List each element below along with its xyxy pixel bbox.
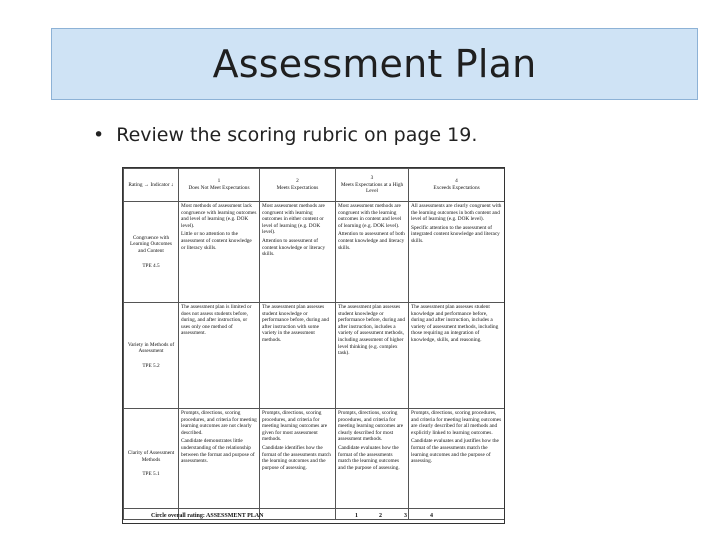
- level-number: 2: [296, 178, 299, 185]
- cell-text: Little or no attention to the assessment of content knowledge or literacy skills.: [181, 231, 252, 251]
- rubric-cell: [260, 409, 336, 520]
- indicator-label: Congruence with Learning Outcomes and Content: [130, 234, 172, 254]
- rating-option: 4: [430, 513, 433, 519]
- level-number: 4: [455, 178, 458, 185]
- rating-option: 1: [355, 513, 358, 519]
- rubric-cell: [409, 202, 505, 303]
- rubric-cell: [336, 202, 409, 303]
- cell-text: Most methods of assessment lack congruence with learning outcomes and level of learning (e.g. DOK level).: [181, 203, 257, 229]
- indicator-cell: [124, 202, 179, 303]
- cell-text: The assessment plan assesses student knowledge or performance before, during and after instruction with some variety in the assessment methods.: [262, 304, 330, 343]
- indicator-cell: [124, 409, 179, 520]
- cell-text: Prompts, directions, scoring procedures, and criteria for meeting learning outcomes are given for most assessment methods.: [262, 410, 328, 443]
- cell-text: Attention to assessment of both content knowledge and literacy skills.: [338, 231, 405, 251]
- overall-rating-label: Circle overall rating: ASSESSMENT PLAN: [151, 513, 264, 519]
- cell-text: The assessment plan is limited or does not assess students before, during, and after instruction, or uses only one method of assessment.: [181, 304, 252, 337]
- level-number: 1: [217, 178, 221, 185]
- rubric-cell: [336, 303, 409, 409]
- level-header: [336, 169, 409, 202]
- level-label: Meets Expectations at a High Level: [340, 181, 404, 195]
- rating-option: 3: [404, 513, 407, 519]
- bullet-item: [93, 124, 477, 146]
- tpe-label: TPE 4.5: [142, 262, 160, 269]
- cell-text: The assessment plan assesses student knowledge or performance before, during and after instruction, includes a variety of assessment methods, including assessment of higher level thinking (e.g. complex task).: [338, 304, 406, 357]
- level-number: 3: [370, 175, 374, 182]
- cell-text: Prompts, directions, scoring procedures, and criteria for meeting learning outcomes are clearly described for all methods and explicitly linked to learning outcomes.: [411, 410, 502, 436]
- level-label: Does Not Meet Expectations: [188, 185, 250, 191]
- level-header: [409, 169, 505, 202]
- indicator-label: Clarity of Assessment Methods: [127, 450, 175, 463]
- rubric-cell: [179, 202, 260, 303]
- indicator-cell: [124, 303, 179, 409]
- level-label: Meets Expectations: [276, 185, 319, 191]
- rubric-header-row: [124, 169, 505, 202]
- slide-title: Assessment Plan: [212, 42, 537, 86]
- cell-text: Most assessment methods are congruent with learning outcomes in either content or level of learning (e.g. DOK level).: [262, 203, 325, 236]
- rating-option: 2: [379, 513, 382, 519]
- title-banner: [51, 28, 698, 100]
- cell-text: Candidate evaluates how the format of the assessments match the learning outcomes and the purpose of assessing.: [338, 444, 400, 471]
- tpe-label: TPE 5.1: [142, 471, 160, 478]
- cell-text: Candidate evaluates and justifies how the format of the assessments match the learning outcomes and the purpose of assessing.: [411, 438, 499, 465]
- bullet-dot-icon: •: [93, 124, 105, 146]
- overall-rating-row: [123, 508, 504, 523]
- cell-text: Attention to assessment of content knowledge or literacy skills.: [262, 237, 326, 258]
- cell-text: Candidate demonstrates little understanding of the relationship between the format and purpose of assessments.: [181, 438, 255, 465]
- level-label: Exceeds Expectations: [433, 185, 480, 191]
- rubric-cell: [409, 303, 505, 409]
- rubric-corner-cell: Rating → Indicator ↓: [124, 169, 179, 202]
- bullet-text: Review the scoring rubric on page 19.: [116, 124, 478, 146]
- cell-text: Most assessment methods are congruent with the learning outcomes in content and level of learning (e.g. DOK level).: [338, 203, 402, 229]
- rubric-cell: [179, 409, 260, 520]
- cell-text: All assessments are clearly congruent with the learning outcomes in both content and level of learning (e.g. DOK level).: [411, 203, 502, 223]
- cell-text: Candidate identifies how the format of the assessments match the learning outcomes and the purpose of assessing.: [262, 444, 331, 471]
- rubric-cell: [260, 202, 336, 303]
- level-header: [260, 169, 336, 202]
- cell-text: Specific attention to the assessment of integrated content knowledge and literacy skills.: [411, 224, 500, 244]
- rubric-cell: [260, 303, 336, 409]
- scoring-rubric-image: [122, 167, 505, 524]
- rubric-row: [124, 202, 505, 303]
- rubric-row: [124, 409, 505, 520]
- rubric-table: [123, 168, 505, 520]
- rubric-cell: [336, 409, 409, 520]
- rubric-cell: [409, 409, 505, 520]
- rubric-cell: [179, 303, 260, 409]
- cell-text: Prompts, directions, scoring procedures, and criteria for meeting learning outcomes are not clearly described.: [181, 410, 257, 436]
- indicator-label: Variety in Methods of Assessment: [127, 341, 175, 355]
- rubric-row: [124, 303, 505, 409]
- cell-text: The assessment plan assesses student knowledge and performance before, during and after instruction, includes a variety of assessment methods, including those requiring an integration of knowledge, skills, and reasoning.: [411, 304, 499, 343]
- tpe-label: TPE 5.2: [142, 362, 160, 369]
- level-header: [179, 169, 260, 202]
- cell-text: Prompts, directions, scoring procedures, and criteria for meeting learning outcomes are clearly described for most assessment methods.: [338, 410, 404, 443]
